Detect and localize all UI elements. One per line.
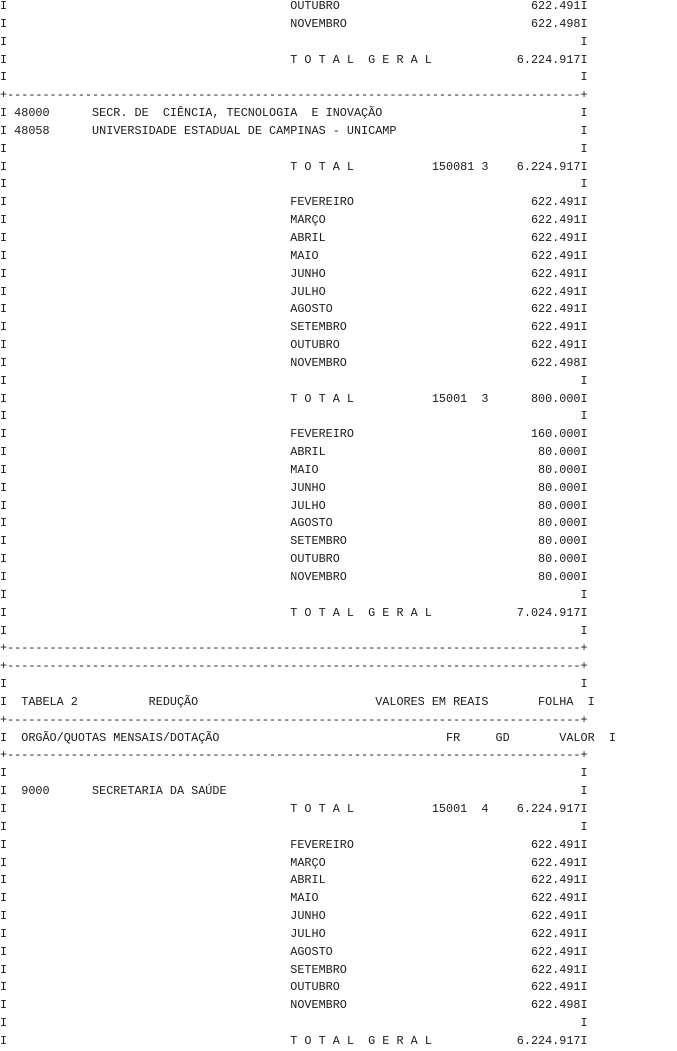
report-line: I T O T A L G E R A L 6.224.917I — [0, 52, 588, 67]
report-line: I AGOSTO 80.000I — [0, 516, 588, 531]
report-line: I I — [0, 141, 588, 156]
report-line: I I — [0, 34, 588, 49]
report-line: I AGOSTO 622.491I — [0, 302, 588, 317]
table-rule: +---------------------------------------------------------------------------------+ — [0, 659, 588, 674]
report-line: I NOVEMBRO 622.498I — [0, 355, 588, 370]
report-line: I I — [0, 1016, 588, 1031]
report-line: I OUTUBRO 622.491I — [0, 0, 588, 13]
report-line: I I — [0, 587, 588, 602]
report-line: I OUTUBRO 622.491I — [0, 980, 588, 995]
report-line: I MARÇO 622.491I — [0, 213, 588, 228]
report-line: I T O T A L G E R A L 6.224.917I — [0, 1033, 588, 1048]
report-line: I ORGÃO/QUOTAS MENSAIS/DOTAÇÃO FR GD VALOR I — [0, 730, 616, 745]
report-line: I T O T A L 15001 4 6.224.917I — [0, 801, 588, 816]
report-line: I NOVEMBRO 622.498I — [0, 998, 588, 1013]
report-line: I TABELA 2 REDUÇÃO VALORES EM REAIS FOLHA I — [0, 694, 595, 709]
report-line: I JUNHO 622.491I — [0, 266, 588, 281]
report-line: I T O T A L 15001 3 800.000I — [0, 391, 588, 406]
report-line: I SETEMBRO 622.491I — [0, 320, 588, 335]
report-line: I NOVEMBRO 80.000I — [0, 570, 588, 584]
report-line: I FEVEREIRO 622.491I — [0, 837, 588, 852]
report-line: I SETEMBRO 80.000I — [0, 534, 588, 549]
report-line: I I — [0, 677, 588, 692]
report-line: I JULHO 622.491I — [0, 284, 588, 299]
report-line: I MAIO 80.000I — [0, 462, 588, 477]
report-line: I NOVEMBRO 622.498I — [0, 16, 588, 31]
report-line: I MARÇO 622.491I — [0, 855, 588, 870]
report-line: I I — [0, 373, 588, 388]
table-rule: +---------------------------------------------------------------------------------+ — [0, 712, 588, 727]
report-line: I ABRIL 622.491I — [0, 230, 588, 245]
report-line: I FEVEREIRO 622.491I — [0, 195, 588, 210]
report-line: I 9000 SECRETARIA DA SAÚDE I — [0, 784, 588, 799]
report-line: I FEVEREIRO 160.000I — [0, 427, 588, 442]
table-rule: +---------------------------------------------------------------------------------+ — [0, 88, 588, 103]
report-line: I MAIO 622.491I — [0, 248, 588, 263]
table-rule: +---------------------------------------------------------------------------------+ — [0, 641, 588, 656]
report-line: I I — [0, 819, 588, 834]
report-line: I OUTUBRO 80.000I — [0, 552, 588, 567]
report-line: I MAIO 622.491I — [0, 891, 588, 906]
report-line: I AGOSTO 622.491I — [0, 944, 588, 959]
report-line: I T O T A L 150081 3 6.224.917I — [0, 159, 588, 174]
report-line: I ABRIL 622.491I — [0, 873, 588, 888]
report-line: I 48058 UNIVERSIDADE ESTADUAL DE CAMPINAS - UNICAMP I — [0, 123, 588, 138]
report-line: I I — [0, 177, 588, 192]
report-line: I JUNHO 622.491I — [0, 909, 588, 924]
report-line: I SETEMBRO 622.491I — [0, 962, 588, 977]
report-line: I I — [0, 623, 588, 638]
report-line: I I — [0, 70, 588, 85]
report-line: I OUTUBRO 622.491I — [0, 338, 588, 353]
report-line: I JUNHO 80.000I — [0, 480, 588, 495]
report-line: I T O T A L G E R A L 7.024.917I — [0, 605, 588, 620]
table-rule: +---------------------------------------------------------------------------------+ — [0, 748, 588, 763]
report-line: I I — [0, 409, 588, 424]
report-line: I 48000 SECR. DE CIÊNCIA, TECNOLOGIA E INOVAÇÃO I — [0, 106, 588, 121]
report-line: I ABRIL 80.000I — [0, 445, 588, 460]
report-line: I JULHO 80.000I — [0, 498, 588, 513]
report-line: I JULHO 622.491I — [0, 926, 588, 941]
report-line: I I — [0, 766, 588, 781]
